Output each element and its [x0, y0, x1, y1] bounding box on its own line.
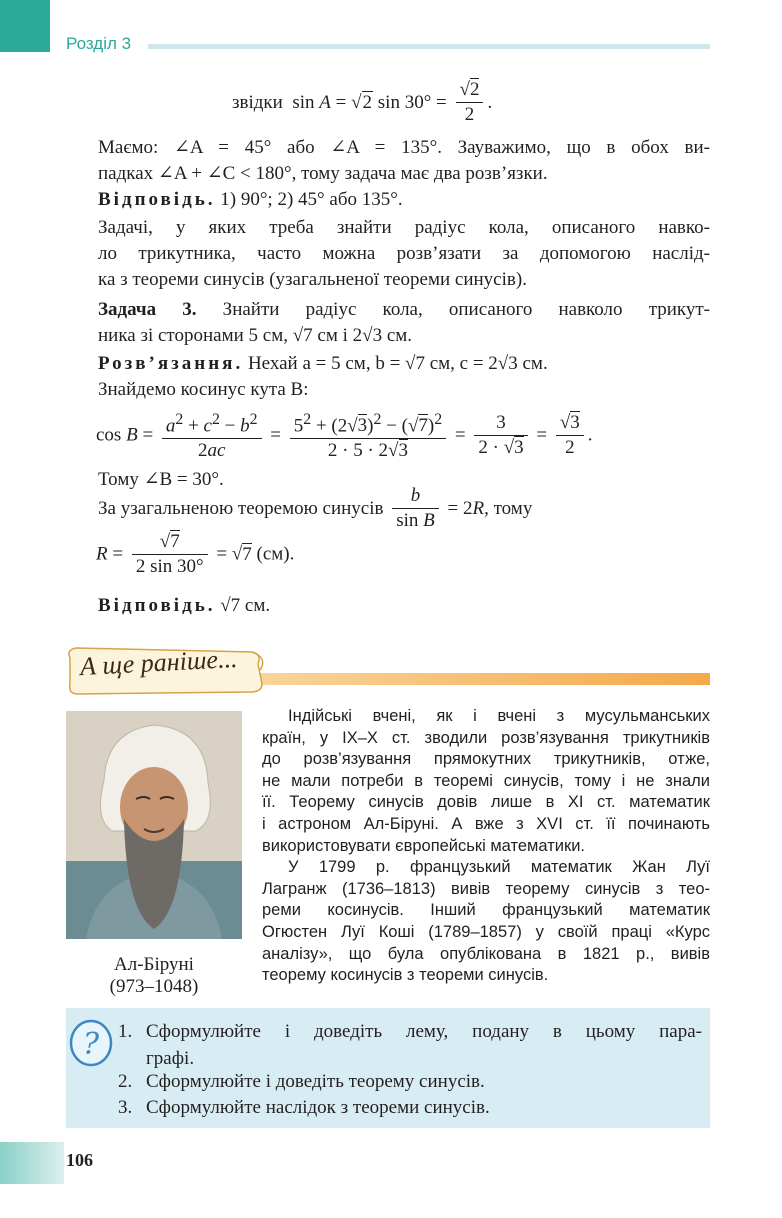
portrait-al-biruni [66, 711, 242, 939]
para2-line3: ка з теореми синусів (узагальненої теореми синусів). [98, 269, 527, 290]
svg-text:?: ? [82, 1027, 100, 1062]
banner-title: А ще раніше... [79, 643, 239, 682]
task3-line1: Задача 3. Знайти радіус кола, описаного навколо трикут- [98, 299, 710, 320]
question-mark-icon [68, 1018, 114, 1068]
formula-line-sin-a: звідки sin A = √2 sin 30° = $\frac{√2}{2}$ . [232, 79, 493, 125]
history-para2: У 1799 р. французький математик Жан Луї [288, 858, 710, 877]
task3-line2: ника зі сторонами 5 см, √7 см і 2√3 см. [98, 325, 413, 346]
para2-line1: Задачі, у яких треба знайти радіус кола, описаного навко- [98, 217, 710, 238]
find-cosine-line: Знайдемо косинус кута B: [98, 379, 309, 400]
history-text: Індійські вчені, як і вчені з мусульманських країн, у IX–X ст. зводили розв’язування трикутників до розв’язування прямокутних трикутників, отже, не мали потреби в теоремі синусів, тому і не знали її. Теорему синусів довів лише в XI ст. математик і астроном Ал-Біруні. А вже з XVI ст. її починають використовувати європейські математики. У 1799 р. французький математик Жан Луї Лагранж (1736–1813) вивів теорему синусів з тео- реми косинусів. Інший французький математик Огюстен Луї Коші (1789–1857) у своїй праці «Курс аналізу», що була опублікована в 1821 р., вивів теорему косинусів з теореми синусів. [262, 707, 710, 985]
history-para1: Індійські вчені, як і вчені з мусульманських [288, 707, 710, 725]
para1-line1: Маємо: ∠A = 45° або ∠A = 135°. Зауважимо, що в обох ви- [98, 137, 710, 158]
question-1: 1. Сформулюйте і доведіть лему, подану в цьому пара- графі. [118, 1021, 702, 1069]
solution-line: Розв’язання. Нехай a = 5 см, b = √7 см, c = 2√3 см. [98, 353, 548, 374]
banner-stripe [250, 673, 710, 685]
therefore-line: Тому ∠B = 30°. [98, 469, 224, 490]
footer-corner-block [0, 1142, 64, 1184]
r-formula: R = $\frac{√7}{2 \sin 30^\circ}$ = √7 (см). [96, 531, 295, 577]
header-rule [148, 44, 710, 49]
question-2: 2. Сформулюйте і доведіть теорему синусів. [118, 1071, 485, 1092]
header-corner-block [0, 0, 50, 52]
question-3: 3. Сформулюйте наслідок з теореми синусів. [118, 1097, 490, 1118]
cos-formula: cos B = $\frac{a^2 + c^2 - b^2}{2ac}$ = $\frac{5^2 + (2√3)^2 - (√7)^2}{2 \cdot 5 \cdot 2√3}$ = $\frac{3}{2 \cdot √3}$ = $\frac{√3}{2}$ . [96, 408, 593, 464]
para2-line2: ло трикутника, часто можна розв’язати за допомогою наслід- [98, 243, 710, 264]
para1-line2: падках ∠A + ∠C < 180°, тому задача має два розв’язки. [98, 163, 548, 184]
sine-law-line: За узагальненою теоремою синусів $\frac{b}{\text{sin B}}$ = 2R, тому [98, 485, 533, 531]
section-label: Розділ 3 [66, 34, 132, 53]
final-answer: Відповідь. √7 см. [98, 595, 271, 616]
answer1: Відповідь. 1) 90°; 2) 45° або 135°. [98, 189, 403, 210]
portrait-caption-name: Ал-Біруні [114, 954, 194, 975]
portrait-caption-years: (973–1048) [109, 976, 199, 997]
page-number: 106 [66, 1150, 93, 1170]
